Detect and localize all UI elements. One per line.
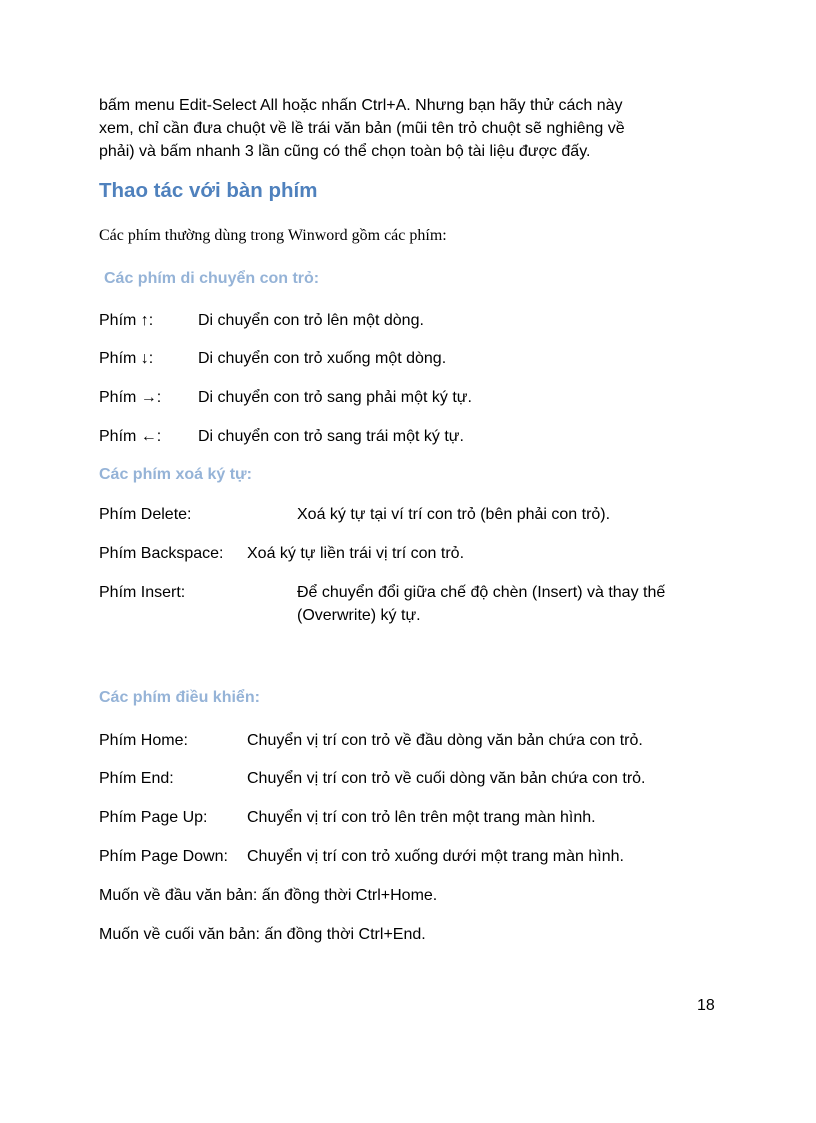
section-intro: Các phím thường dùng trong Winword gồm các phím: <box>99 227 447 244</box>
key-label: Phím Page Down: <box>99 848 228 865</box>
key-description: Chuyển vị trí con trỏ về cuối dòng văn bản chứa con trỏ. <box>247 770 646 787</box>
key-label: Phím ↑: <box>99 312 154 329</box>
key-label: Phím Insert: <box>99 584 186 601</box>
delete-keys-heading: Các phím xoá ký tự: <box>99 466 252 483</box>
key-label: Phím →: <box>99 389 162 406</box>
note-end: Muốn về cuối văn bản: ấn đồng thời Ctrl+End. <box>99 926 426 943</box>
intro-line-3: phải) và bấm nhanh 3 lần cũng có thể chọn toàn bộ tài liệu được đấy. <box>99 143 591 160</box>
page-number: 18 <box>697 997 715 1014</box>
key-description: Chuyển vị trí con trỏ lên trên một trang màn hình. <box>247 809 596 826</box>
key-description: Di chuyển con trỏ sang trái một ký tự. <box>198 428 464 445</box>
key-description: Chuyển vị trí con trỏ về đầu dòng văn bản chứa con trỏ. <box>247 732 643 749</box>
control-keys-heading: Các phím điều khiển: <box>99 689 260 706</box>
key-label: Phím Backspace: <box>99 545 224 562</box>
key-label: Phím Home: <box>99 732 188 749</box>
key-description: Để chuyển đổi giữa chế độ chèn (Insert) và thay thế (Overwrite) ký tự. <box>297 584 666 624</box>
intro-line-2: xem, chỉ cần đưa chuột về lề trái văn bản (mũi tên trỏ chuột sẽ nghiêng về <box>99 120 625 137</box>
section-heading: Thao tác với bàn phím <box>99 179 318 202</box>
key-label: Phím End: <box>99 770 174 787</box>
key-label: Phím ←: <box>99 428 162 445</box>
key-description: Xoá ký tự tại ví trí con trỏ (bên phải con trỏ). <box>297 506 611 523</box>
cursor-keys-heading: Các phím di chuyển con trỏ: <box>104 270 320 287</box>
key-label: Phím Delete: <box>99 506 192 523</box>
key-description: Di chuyển con trỏ lên một dòng. <box>198 312 424 329</box>
key-label: Phím Page Up: <box>99 809 208 826</box>
key-description: Di chuyển con trỏ xuống một dòng. <box>198 350 447 367</box>
key-description: Xoá ký tự liền trái vị trí con trỏ. <box>247 545 465 562</box>
key-description: Di chuyển con trỏ sang phải một ký tự. <box>198 389 472 406</box>
note-home: Muốn về đầu văn bản: ấn đồng thời Ctrl+Home. <box>99 887 438 904</box>
key-label: Phím ↓: <box>99 350 154 367</box>
intro-line-1: bấm menu Edit-Select All hoặc nhấn Ctrl+A. Nhưng bạn hãy thử cách này <box>99 97 623 114</box>
key-description: Chuyển vị trí con trỏ xuống dưới một trang màn hình. <box>247 848 624 865</box>
